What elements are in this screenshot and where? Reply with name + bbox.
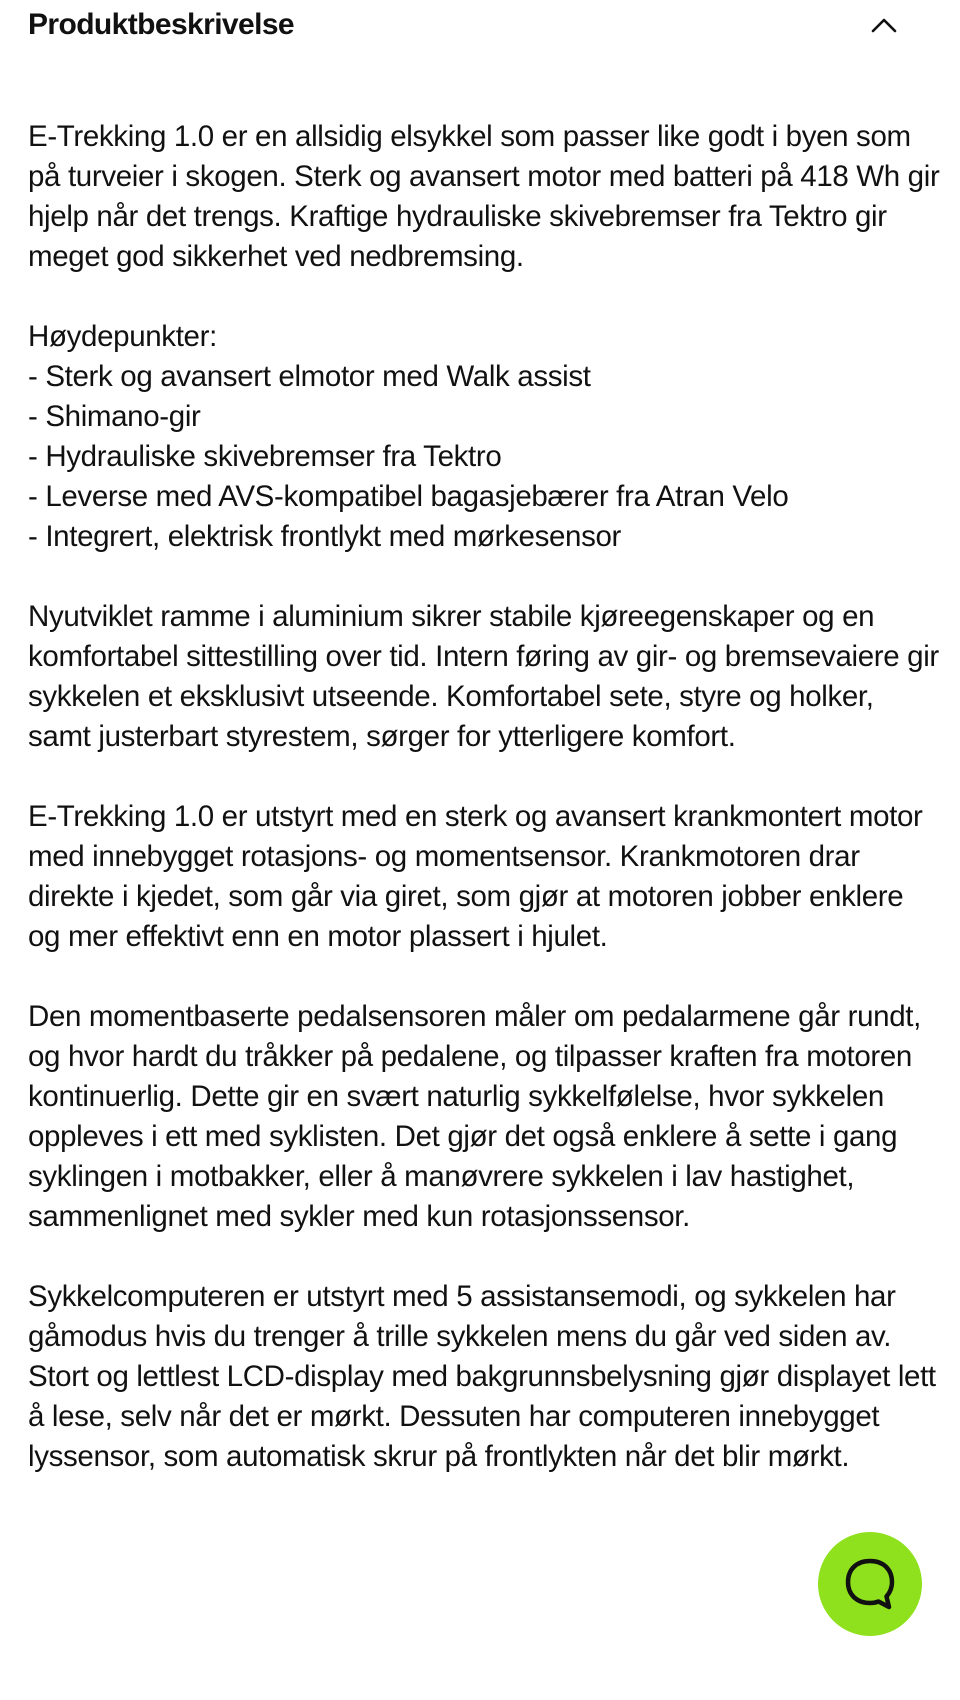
highlight-item: - Shimano-gir [28,400,201,433]
description-paragraph-motor: E-Trekking 1.0 er utstyrt med en sterk og avansert krankmontert motor med innebygget rotasjons- og momentsensor. Krankmotoren drar direkte i kjedet, som går via giret, som gjør at motoren jobber enklere og mer effektivt enn en motor plassert i hjulet. [28,800,923,953]
description-intro: E-Trekking 1.0 er en allsidig elsykkel som passer like godt i byen som på turveier i skogen. Sterk og avansert motor med batteri på 418 Wh gir hjelp når det trengs. Kraftige hydrauliske skivebremser fra Tektro gir meget god sikkerhet ved nedbremsing. [28,120,940,273]
highlight-item: - Integrert, elektrisk frontlykt med mørkesensor [28,520,622,553]
description-paragraph-frame: Nyutviklet ramme i aluminium sikrer stabile kjøreegenskaper og en komfortabel sittestilling over tid. Intern føring av gir- og bremsevaiere gir sykkelen et eksklusivt utseende. Komfortabel sete, styre og holker, samt justerbart styrestem, sørger for ytterligere komfort. [28,600,939,753]
accordion-header-product-description[interactable] [0,0,960,50]
chevron-up-icon[interactable] [868,9,900,41]
highlight-item: - Sterk og avansert elmotor med Walk assist [28,360,591,393]
description-paragraph-computer: Sykkelcomputeren er utstyrt med 5 assistansemodi, og sykkelen har gåmodus hvis du trenger å trille sykkelen mens du går ved siden av. Stort og lettlest LCD-display med bakgrunnsbelysning gjør displayet lett å lese, selv når det er mørkt. Dessuten har computeren innebygget lyssensor, som automatisk skrur på frontlykten når det blir mørkt. [28,1280,936,1473]
highlights-heading: Høydepunkter: [28,320,217,353]
highlight-item: - Hydrauliske skivebremser fra Tektro [28,440,502,473]
chat-button[interactable] [818,1532,922,1636]
section-title: Produktbeskrivelse [28,8,294,41]
highlight-item: - Leverse med AVS-kompatibel bagasjebærer fra Atran Velo [28,480,789,513]
chat-bubble-icon [840,1553,900,1616]
highlights-block [28,317,940,557]
highlights-list [28,357,940,557]
product-description [28,117,940,1517]
description-paragraph-sensor: Den momentbaserte pedalsensoren måler om pedalarmene går rundt, og hvor hardt du tråkker på pedalene, og tilpasser kraften fra motoren kontinuerlig. Dette gir en svært naturlig sykkelfølelse, hvor sykkelen oppleves i ett med syklisten. Det gjør det også enklere å sette i gang syklingen i motbakker, eller å manøvrere sykkelen i lav hastighet, sammenlignet med sykler med kun rotasjonssensor. [28,1000,921,1233]
